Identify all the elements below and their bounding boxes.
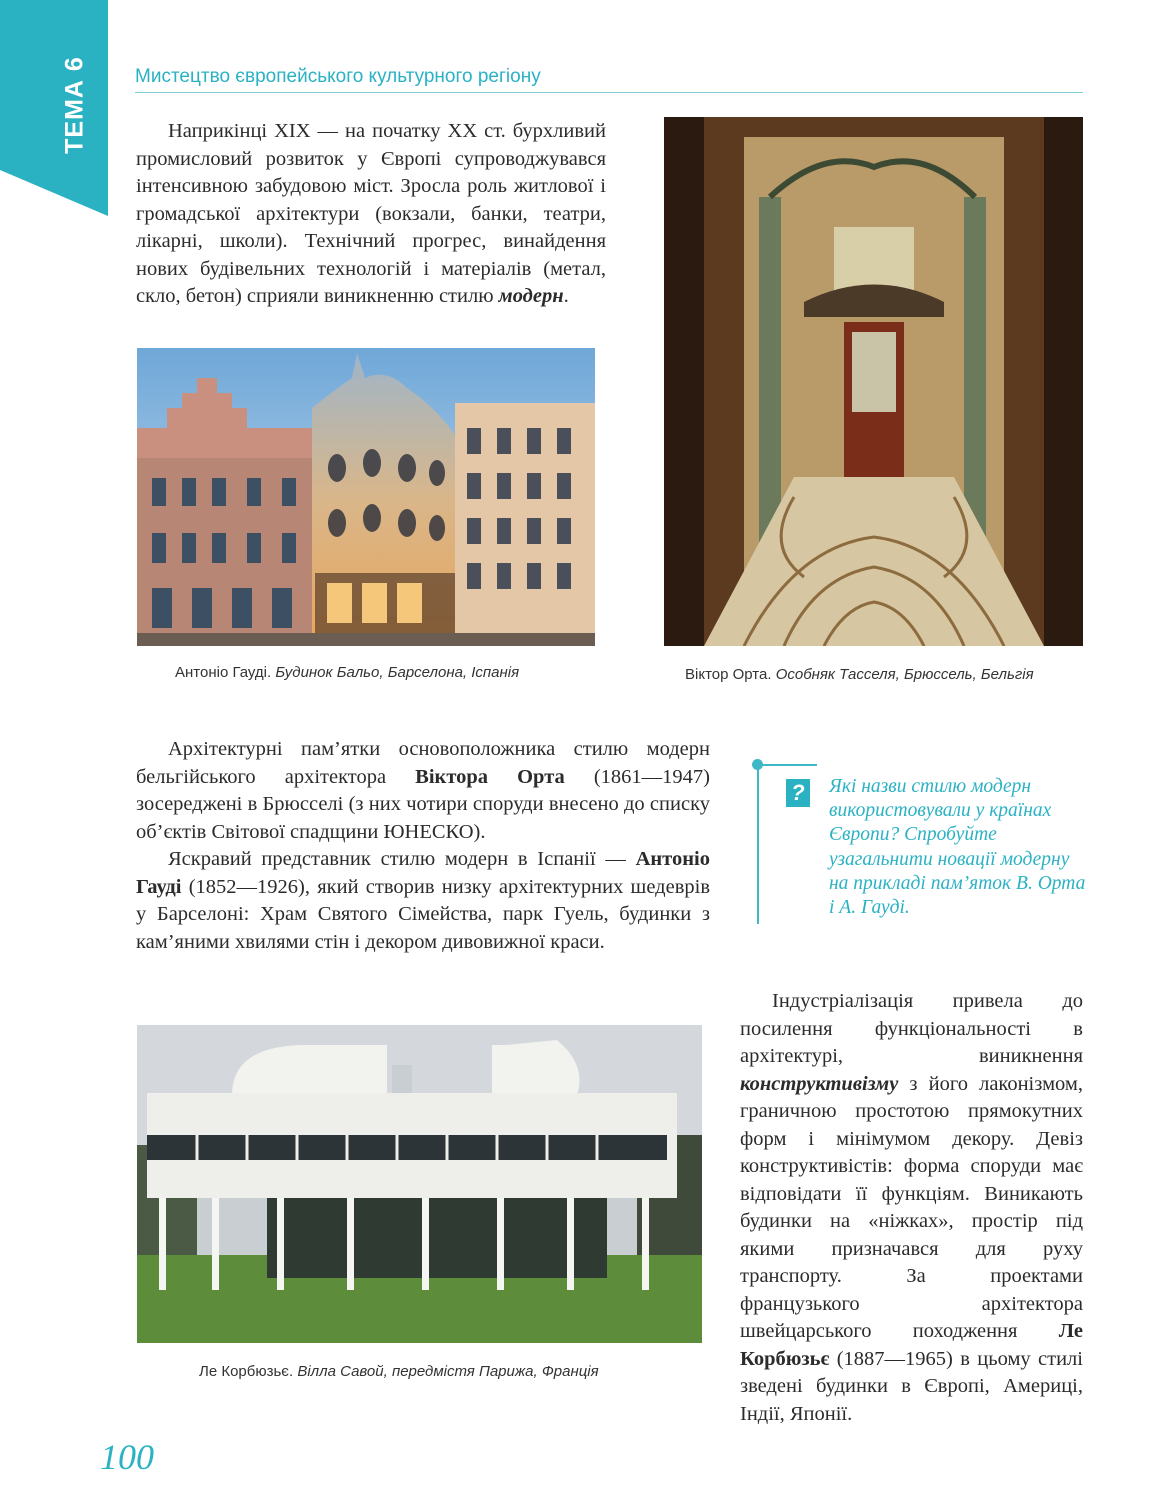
- casa-batllo-photo: [137, 348, 595, 646]
- section-title: Мистецтво європейського культурного регіону: [135, 66, 541, 87]
- question-line: [757, 764, 759, 924]
- header-divider: [135, 92, 1083, 93]
- chapter-tab-label: ТЕМА 6: [60, 56, 89, 154]
- question-dot: [752, 759, 763, 770]
- villa-savoye-photo: [137, 1025, 702, 1343]
- question-icon: ?: [786, 779, 810, 807]
- constructivism-paragraph: Індустріалізація привела до посилення функціональності в архітектурі, виникнення конструктивізму з його лаконізмом, граничною простотою прямокутних форм і мінімумом декору. Девіз конструктивістів: форма споруди має відповідати її функціям. Виникають будинки на «ніжках», простір під якими призначався для руху транспорту. За проектами французького архітектора швейцарського походження Ле Корбюзьє (1887—1965) в цьому стилі зведені будинки в Європі, Америці, Індії, Японії.: [740, 990, 1083, 1425]
- intro-paragraph: Наприкінці XIX — на початку XX ст. бурхливий промисловий розвиток у Європі супроводжувався інтенсивною забудовою міст. Зросла роль житлової і громадської архітектури (вокзали, банки, театри, лікарні, школи). Технічний прогрес, винайдення нових будівельних технологій і матеріалів (метал, скло, бетон) сприяли виникненню стилю модерн.: [136, 120, 606, 307]
- question-line-top: [757, 764, 817, 766]
- page-number: 100: [100, 1437, 154, 1477]
- caption-tassel: Віктор Орта. Особняк Тасселя, Брюссель, Бельгія: [685, 666, 1034, 683]
- question-text: Які назви стилю модерн використовували у країнах Європи? Спробуйте узагальнити новації модерну на прикладі пам’яток В. Орта і А. Гауді.: [829, 776, 1086, 919]
- caption-savoye: Ле Корбюзьє. Вілла Савой, передмістя Парижа, Франція: [199, 1363, 599, 1380]
- caption-batllo: Антоніо Гауді. Будинок Бальо, Барселона, Іспанія: [175, 664, 520, 681]
- architecture-paragraphs: Архітектурні пам’ятки основоположника стилю модерн бельгійського архітектора Віктора Орта (1861—1947) зосереджені в Брюсселі (з них чотири споруди внесено до списку об’єктів Світової спадщини ЮНЕСКО). Яскравий представник стилю модерн в Іспанії — Антоніо Гауді (1852—1926), який створив низку архітектурних шедеврів у Барселоні: Храм Святого Сімейства, парк Гуель, будинки з кам’яними хвилями стін і декором дивовижної краси.: [136, 738, 710, 953]
- hotel-tassel-photo: [664, 117, 1083, 646]
